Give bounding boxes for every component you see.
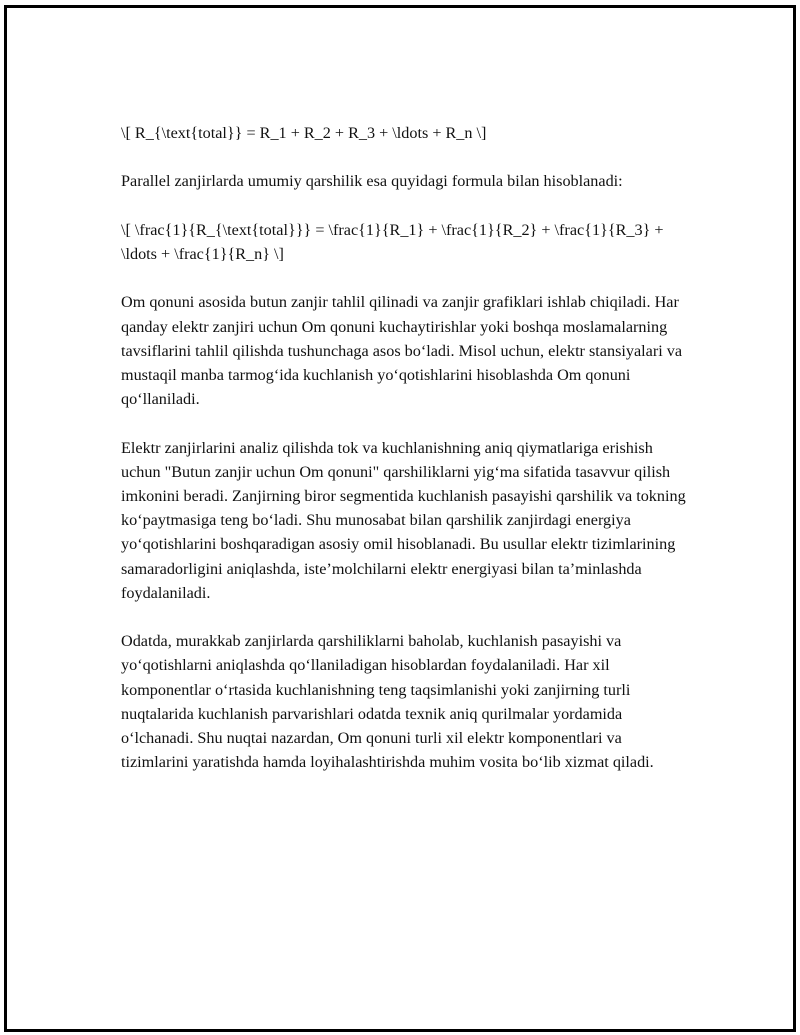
document-body — [121, 121, 691, 799]
paragraph-parallel-intro: Parallel zanjirlarda umumiy qarshilik esa quyidagi formula bilan hisoblanadi: — [121, 172, 623, 191]
paragraph-complex-circuits: Odatda, murakkab zanjirlarda qarshiliklarni baholab, kuchlanish pasayishi va yo‘qotishlarni aniqlashda qo‘llaniladigan hisoblardan foydalaniladi. Har xil komponentlar o‘rtasida kuchlanishning teng taqsimlanishi yoki zanjirning turli nuqtalarida kuchlanish parvarishlari odatda texnik aniq qurilmalar yordamida o‘lchanadi. Shu nuqtai nazardan, Om qonuni turli xil elektr komponentlari va tizimlarini yaratishda hamda loyihalashtirishda muhim vosita bo‘lib xizmat qiladi. — [121, 632, 654, 772]
paragraph-ohm-law-analysis: Om qonuni asosida butun zanjir tahlil qilinadi va zanjir grafiklari ishlab chiqiladi. Har qanday elektr zanjiri uchun Om qonuni kuchaytirishlar yoki boshqa moslamalarning tavsiflarini tahlil qilishda tushunchaga asos bo‘ladi. Misol uchun, elektr stansiyalari va mustaqil manba tarmog‘ida kuchlanish yo‘qotishlarini hisoblashda Om qonuni qo‘llaniladi. — [121, 293, 683, 409]
page-frame — [4, 5, 796, 1032]
formula-series-resistance: \[ R_{\text{total}} = R_1 + R_2 + R_3 + \ldots + R_n \] — [121, 124, 487, 142]
paragraph-circuit-analysis: Elektr zanjirlarini analiz qilishda tok va kuchlanishning aniq qiymatlariga erishish uchun "Butun zanjir uchun Om qonuni" qarshiliklarni yig‘ma sifatida tasavvur qilish imkonini beradi. Zanjirning biror segmentida kuchlanish pasayishi qarshilik va tokning ko‘paytmasiga teng bo‘ladi. Shu munosabat bilan qarshilik zanjirdagi energiya yo‘qotishlarini boshqaradigan asosiy omil hisoblanadi. Bu usullar elektr tizimlarining samaradorligini aniqlashda, iste’molchilarni elektr energiyasi bilan ta’minlashda foydalaniladi. — [121, 438, 686, 602]
formula-parallel-resistance: \[ \frac{1}{R_{\text{total}}} = \frac{1}{R_1} + \frac{1}{R_2} + \frac{1}{R_3} + \ldots + \frac{1}{R_n} \] — [121, 220, 664, 263]
